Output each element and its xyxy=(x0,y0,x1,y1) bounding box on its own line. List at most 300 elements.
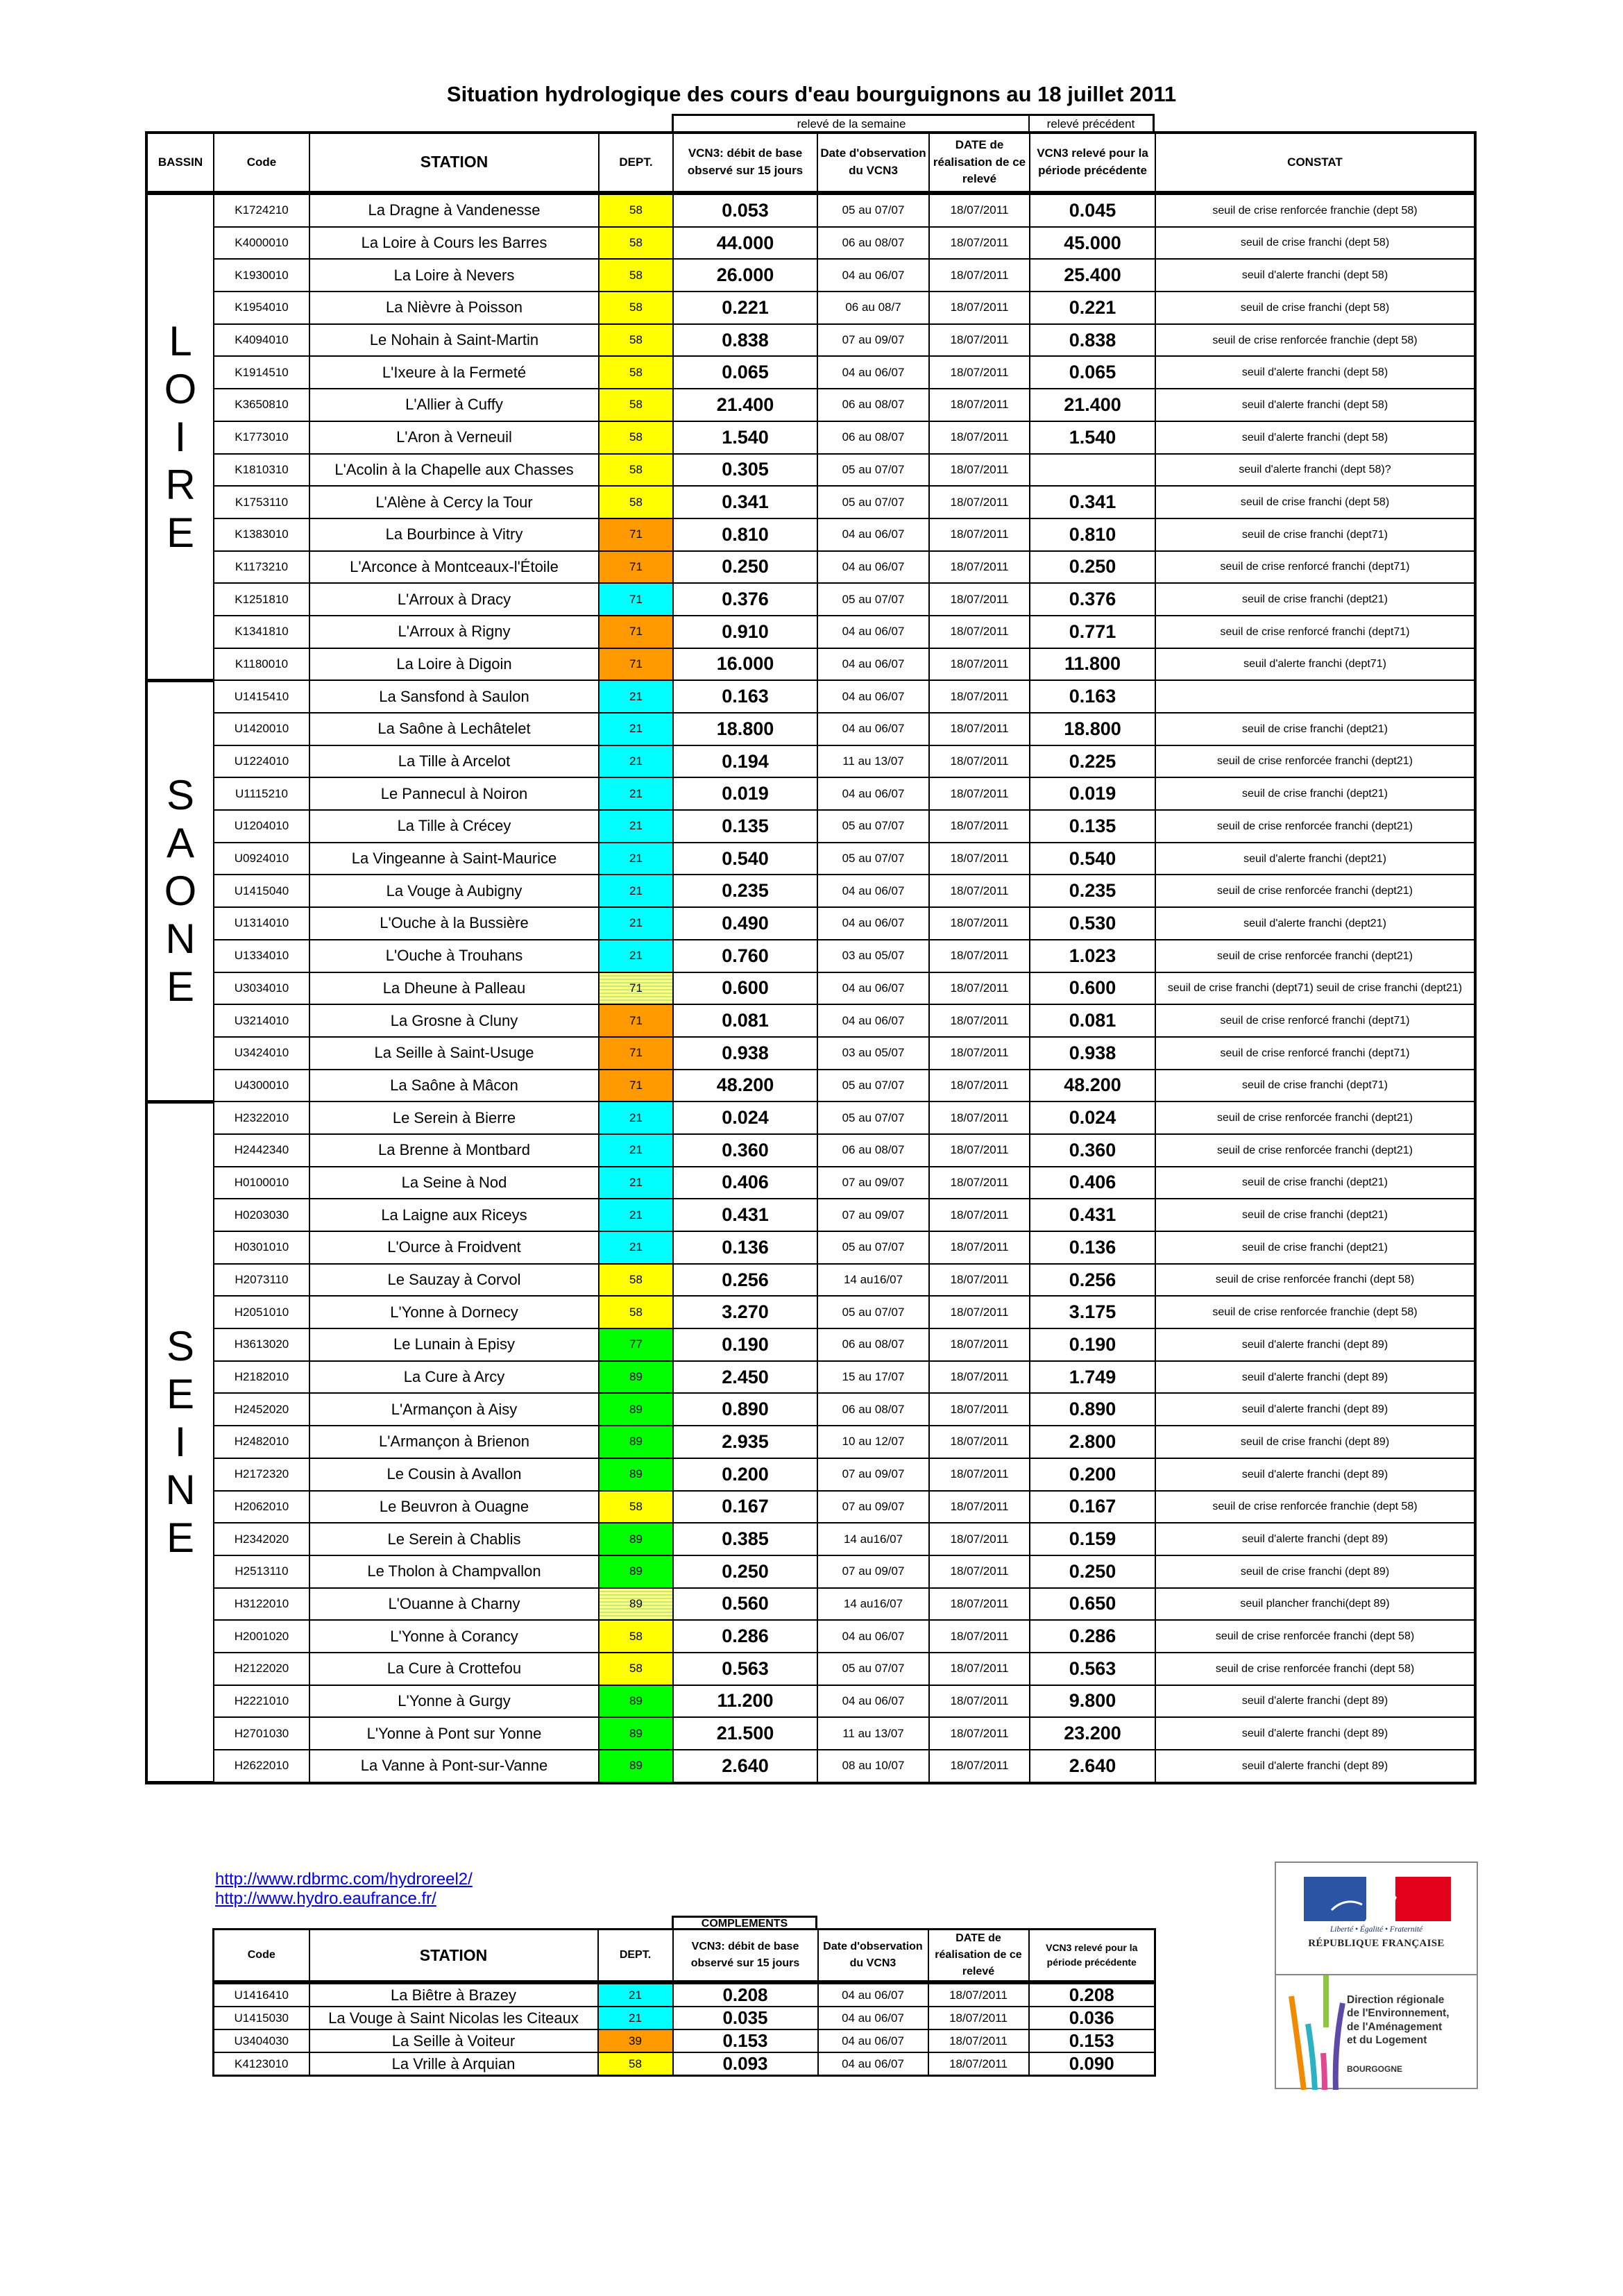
observation-date: 04 au 06/07 xyxy=(817,1004,929,1037)
vcn3-value: 0.540 xyxy=(673,843,817,875)
dept-badge: 58 xyxy=(599,292,673,324)
previous-vcn3-value: 1.749 xyxy=(1030,1361,1155,1394)
station-name: Le Cousin à Avallon xyxy=(309,1458,599,1491)
dept-badge: 71 xyxy=(599,583,673,616)
header-bassin: BASSIN xyxy=(146,133,214,193)
marianne-flag-icon xyxy=(1304,1877,1451,1921)
constat-text: seuil plancher franchi(dept 89) xyxy=(1155,1588,1475,1621)
table-row xyxy=(146,1685,1475,1718)
vcn3-value: 0.163 xyxy=(673,680,817,713)
dept-badge: 21 xyxy=(598,2007,673,2029)
station-name: L'Yonne à Corancy xyxy=(309,1620,599,1653)
logo-motto: Liberté • Égalité • Fraternité xyxy=(1329,1925,1423,1934)
vcn3-value: 16.000 xyxy=(673,648,817,681)
observation-date: 11 au 13/07 xyxy=(817,1717,929,1750)
table-row xyxy=(146,1555,1475,1588)
station-code: U3404030 xyxy=(214,2029,309,2052)
table-row xyxy=(146,713,1475,745)
previous-vcn3-value: 0.250 xyxy=(1030,551,1155,584)
vcn3-value: 2.450 xyxy=(673,1361,817,1394)
release-date: 18/07/2011 xyxy=(929,1037,1030,1070)
table-row xyxy=(146,1231,1475,1264)
release-date: 18/07/2011 xyxy=(929,193,1030,227)
station-code: H2701030 xyxy=(214,1717,309,1750)
station-code: U3214010 xyxy=(214,1004,309,1037)
release-date: 18/07/2011 xyxy=(929,1361,1030,1394)
station-code: K1954010 xyxy=(214,292,309,324)
station-code: K4123010 xyxy=(214,2052,309,2076)
previous-vcn3-value: 0.019 xyxy=(1030,777,1155,810)
table-row xyxy=(146,907,1475,940)
dept-badge: 71 xyxy=(599,648,673,681)
previous-vcn3-value: 2.800 xyxy=(1030,1426,1155,1458)
vcn3-value: 0.890 xyxy=(673,1393,817,1426)
observation-date: 05 au 07/07 xyxy=(817,1070,929,1102)
constat-text: seuil de crise renforcé franchi (dept71) xyxy=(1155,551,1475,584)
super-header-previous: relevé précédent xyxy=(1028,114,1155,132)
link-hydro-eaufrance[interactable]: http://www.hydro.eaufrance.fr/ xyxy=(215,1889,436,1908)
constat-text: seuil de crise renforcé franchi (dept71) xyxy=(1155,616,1475,648)
previous-vcn3-value: 0.360 xyxy=(1030,1134,1155,1167)
previous-vcn3-value: 0.045 xyxy=(1030,193,1155,227)
dept-badge: 58 xyxy=(599,486,673,518)
previous-vcn3-value: 0.081 xyxy=(1030,1004,1155,1037)
release-date: 18/07/2011 xyxy=(929,292,1030,324)
basin-label: L O I R E xyxy=(146,193,214,680)
dept-badge: 21 xyxy=(599,680,673,713)
table-row xyxy=(146,454,1475,487)
station-code: U1115210 xyxy=(214,777,309,810)
dept-badge: 21 xyxy=(599,810,673,843)
dept-badge: 89 xyxy=(599,1361,673,1394)
vcn3-value: 0.360 xyxy=(673,1134,817,1167)
previous-vcn3-value: 0.530 xyxy=(1030,907,1155,940)
observation-date: 04 au 06/07 xyxy=(818,2052,928,2076)
station-code: H2221010 xyxy=(214,1685,309,1718)
constat-text: seuil de crise franchi (dept21) xyxy=(1155,1167,1475,1199)
table-row xyxy=(146,1004,1475,1037)
observation-date: 05 au 07/07 xyxy=(817,193,929,227)
vcn3-value: 0.250 xyxy=(673,551,817,584)
observation-date: 04 au 06/07 xyxy=(817,875,929,907)
station-code: U0924010 xyxy=(214,843,309,875)
previous-vcn3-value: 0.938 xyxy=(1030,1037,1155,1070)
previous-vcn3-value: 0.650 xyxy=(1030,1588,1155,1621)
vcn3-value: 0.305 xyxy=(673,454,817,487)
constat-text: seuil d'alerte franchi (dept 58)? xyxy=(1155,454,1475,487)
release-date: 18/07/2011 xyxy=(929,1750,1030,1783)
station-code: H2442340 xyxy=(214,1134,309,1167)
previous-vcn3-value: 0.890 xyxy=(1030,1393,1155,1426)
dept-badge: 58 xyxy=(599,1653,673,1685)
station-name: Le Sauzay à Corvol xyxy=(309,1264,599,1297)
station-code: H2073110 xyxy=(214,1264,309,1297)
station-name: L'Alène à Cercy la Tour xyxy=(309,486,599,518)
station-code: H2172320 xyxy=(214,1458,309,1491)
dept-badge: 89 xyxy=(599,1717,673,1750)
station-name: La Tille à Arcelot xyxy=(309,745,599,778)
observation-date: 04 au 06/07 xyxy=(818,1982,928,2007)
table-row xyxy=(146,1264,1475,1297)
previous-vcn3-value: 0.135 xyxy=(1030,810,1155,843)
previous-vcn3-value: 18.800 xyxy=(1030,713,1155,745)
vcn3-value: 48.200 xyxy=(673,1070,817,1102)
table-row xyxy=(146,972,1475,1005)
station-name: La Tille à Crécey xyxy=(309,810,599,843)
vcn3-value: 1.540 xyxy=(673,421,817,454)
table-row xyxy=(146,1037,1475,1070)
station-name: L'Armançon à Brienon xyxy=(309,1426,599,1458)
dept-badge: 58 xyxy=(599,259,673,292)
constat-text: seuil de crise renforcée franchi (dept21) xyxy=(1155,745,1475,778)
previous-vcn3-value: 0.431 xyxy=(1030,1199,1155,1231)
previous-vcn3-value: 0.167 xyxy=(1030,1491,1155,1523)
release-date: 18/07/2011 xyxy=(929,1458,1030,1491)
release-date: 18/07/2011 xyxy=(929,259,1030,292)
previous-vcn3-value: 0.600 xyxy=(1030,972,1155,1005)
observation-date: 07 au 09/07 xyxy=(817,1555,929,1588)
station-name: La Sansfond à Saulon xyxy=(309,680,599,713)
dept-badge: 71 xyxy=(599,518,673,551)
comp-header-station: STATION xyxy=(309,1930,598,1983)
station-code: U1416410 xyxy=(214,1982,309,2007)
station-name: L'Arroux à Rigny xyxy=(309,616,599,648)
observation-date: 05 au 07/07 xyxy=(817,1653,929,1685)
table-row xyxy=(146,1070,1475,1102)
header-dept: DEPT. xyxy=(599,133,673,193)
dept-badge: 58 xyxy=(599,193,673,227)
table-row xyxy=(146,1523,1475,1555)
table-row xyxy=(146,1491,1475,1523)
station-code: U1415410 xyxy=(214,680,309,713)
release-date: 18/07/2011 xyxy=(928,1982,1029,2007)
table-row xyxy=(146,1426,1475,1458)
observation-date: 04 au 06/07 xyxy=(817,1685,929,1718)
complement-row xyxy=(214,1982,1155,2007)
dept-badge: 89 xyxy=(599,1685,673,1718)
release-date: 18/07/2011 xyxy=(929,1264,1030,1297)
constat-text: seuil d'alerte franchi (dept 89) xyxy=(1155,1685,1475,1718)
table-row xyxy=(146,259,1475,292)
dept-badge: 58 xyxy=(599,1264,673,1297)
observation-date: 03 au 05/07 xyxy=(817,1037,929,1070)
station-code: K1383010 xyxy=(214,518,309,551)
release-date: 18/07/2011 xyxy=(929,1523,1030,1555)
station-name: La Laigne aux Riceys xyxy=(309,1199,599,1231)
release-date: 18/07/2011 xyxy=(929,1328,1030,1361)
table-row xyxy=(146,1717,1475,1750)
table-row xyxy=(146,389,1475,421)
constat-text: seuil d'alerte franchi (dept 58) xyxy=(1155,259,1475,292)
dept-badge: 71 xyxy=(599,1037,673,1070)
table-row xyxy=(146,421,1475,454)
constat-text: seuil de crise renforcée franchi (dept21) xyxy=(1155,1134,1475,1167)
station-name: Le Lunain à Episy xyxy=(309,1328,599,1361)
station-code: H3613020 xyxy=(214,1328,309,1361)
release-date: 18/07/2011 xyxy=(929,616,1030,648)
station-name: L'Armançon à Aisy xyxy=(309,1393,599,1426)
previous-vcn3-value: 0.376 xyxy=(1030,583,1155,616)
dept-badge: 77 xyxy=(599,1328,673,1361)
observation-date: 05 au 07/07 xyxy=(817,843,929,875)
table-row xyxy=(146,1588,1475,1621)
constat-text: seuil d'alerte franchi (dept 58) xyxy=(1155,389,1475,421)
constat-text: seuil de crise franchi (dept21) xyxy=(1155,713,1475,745)
table-row xyxy=(146,875,1475,907)
release-date: 18/07/2011 xyxy=(929,1199,1030,1231)
logo-dreal-line: de l'Environnement, xyxy=(1347,2007,1450,2020)
release-date: 18/07/2011 xyxy=(929,1426,1030,1458)
station-name: Le Tholon à Champvallon xyxy=(309,1555,599,1588)
dept-badge: 58 xyxy=(599,1620,673,1653)
vcn3-value: 0.208 xyxy=(673,1982,818,2007)
station-code: K1251810 xyxy=(214,583,309,616)
observation-date: 04 au 06/07 xyxy=(817,680,929,713)
station-name: La Dheune à Palleau xyxy=(309,972,599,1005)
dept-badge: 21 xyxy=(599,777,673,810)
constat-text: seuil d'alerte franchi (dept 58) xyxy=(1155,356,1475,389)
release-date: 18/07/2011 xyxy=(929,454,1030,487)
release-date: 18/07/2011 xyxy=(929,1685,1030,1718)
release-date: 18/07/2011 xyxy=(929,356,1030,389)
station-code: K1773010 xyxy=(214,421,309,454)
table-row xyxy=(146,940,1475,972)
dreal-stripes-icon xyxy=(1283,1975,1345,2090)
release-date: 18/07/2011 xyxy=(928,2007,1029,2029)
observation-date: 14 au16/07 xyxy=(817,1588,929,1621)
station-name: L'Ouche à la Bussière xyxy=(309,907,599,940)
previous-vcn3-value: 0.153 xyxy=(1029,2029,1155,2052)
observation-date: 04 au 06/07 xyxy=(817,1620,929,1653)
station-name: L'Arconce à Montceaux-l'Étoile xyxy=(309,551,599,584)
comp-header-code: Code xyxy=(214,1930,309,1983)
previous-vcn3-value: 23.200 xyxy=(1030,1717,1155,1750)
station-code: U1420010 xyxy=(214,713,309,745)
release-date: 18/07/2011 xyxy=(929,680,1030,713)
station-name: La Bourbince à Vitry xyxy=(309,518,599,551)
observation-date: 06 au 08/07 xyxy=(817,1134,929,1167)
constat-text: seuil de crise renforcée franchi (dept21) xyxy=(1155,1101,1475,1134)
constat-text: seuil de crise renforcé franchi (dept71) xyxy=(1155,1037,1475,1070)
table-row xyxy=(146,1296,1475,1328)
station-name: La Saône à Mâcon xyxy=(309,1070,599,1102)
header-obs-date: Date d'observation du VCN3 xyxy=(817,133,929,193)
station-name: La Seine à Nod xyxy=(309,1167,599,1199)
vcn3-value: 0.019 xyxy=(673,777,817,810)
station-code: U3034010 xyxy=(214,972,309,1005)
vcn3-value: 0.560 xyxy=(673,1588,817,1621)
table-row xyxy=(146,356,1475,389)
table-row xyxy=(146,810,1475,843)
previous-vcn3-value: 0.200 xyxy=(1030,1458,1155,1491)
dept-badge: 89 xyxy=(599,1426,673,1458)
table-row xyxy=(146,486,1475,518)
release-date: 18/07/2011 xyxy=(929,1393,1030,1426)
dept-badge: 21 xyxy=(599,1101,673,1134)
previous-vcn3-value: 0.221 xyxy=(1030,292,1155,324)
dept-badge: 21 xyxy=(599,1134,673,1167)
table-row xyxy=(146,1750,1475,1783)
constat-text: seuil d'alerte franchi (dept 89) xyxy=(1155,1717,1475,1750)
vcn3-value: 21.400 xyxy=(673,389,817,421)
station-name: La Loire à Digoin xyxy=(309,648,599,681)
observation-date: 04 au 06/07 xyxy=(818,2029,928,2052)
station-code: K1341810 xyxy=(214,616,309,648)
previous-vcn3-value: 11.800 xyxy=(1030,648,1155,681)
station-name: Le Serein à Bierre xyxy=(309,1101,599,1134)
constat-text: seuil de crise franchi (dept 89) xyxy=(1155,1555,1475,1588)
vcn3-value: 0.810 xyxy=(673,518,817,551)
observation-date: 06 au 08/7 xyxy=(817,292,929,324)
observation-date: 05 au 07/07 xyxy=(817,454,929,487)
dept-badge: 21 xyxy=(599,1199,673,1231)
dept-badge: 58 xyxy=(599,1296,673,1328)
previous-vcn3-value: 0.225 xyxy=(1030,745,1155,778)
station-name: L'Ouanne à Charny xyxy=(309,1588,599,1621)
observation-date: 04 au 06/07 xyxy=(817,972,929,1005)
dept-badge: 58 xyxy=(599,389,673,421)
release-date: 18/07/2011 xyxy=(929,227,1030,260)
station-code: U3424010 xyxy=(214,1037,309,1070)
vcn3-value: 0.250 xyxy=(673,1555,817,1588)
constat-text: seuil d'alerte franchi (dept21) xyxy=(1155,843,1475,875)
hydrology-table xyxy=(145,131,1477,1784)
constat-text: seuil d'alerte franchi (dept71) xyxy=(1155,648,1475,681)
logo-republic: RÉPUBLIQUE FRANÇAISE xyxy=(1308,1938,1445,1949)
constat-text: seuil de crise franchi (dept21) xyxy=(1155,583,1475,616)
observation-date: 04 au 06/07 xyxy=(817,551,929,584)
super-header-week: relevé de la semaine xyxy=(672,114,1030,132)
dept-badge: 21 xyxy=(599,843,673,875)
table-row xyxy=(146,1458,1475,1491)
dept-badge: 89 xyxy=(599,1588,673,1621)
observation-date: 14 au16/07 xyxy=(817,1523,929,1555)
station-name: La Vouge à Saint Nicolas les Citeaux xyxy=(309,2007,598,2029)
release-date: 18/07/2011 xyxy=(929,324,1030,357)
release-date: 18/07/2011 xyxy=(929,1101,1030,1134)
previous-vcn3-value: 0.286 xyxy=(1030,1620,1155,1653)
previous-vcn3-value: 0.036 xyxy=(1029,2007,1155,2029)
vcn3-value: 0.235 xyxy=(673,875,817,907)
vcn3-value: 0.190 xyxy=(673,1328,817,1361)
release-date: 18/07/2011 xyxy=(929,583,1030,616)
previous-vcn3-value: 0.163 xyxy=(1030,680,1155,713)
table-row xyxy=(146,745,1475,778)
page-title: Situation hydrologique des cours d'eau bourguignons au 18 juillet 2011 xyxy=(446,82,1177,106)
release-date: 18/07/2011 xyxy=(929,1004,1030,1037)
constat-text: seuil de crise franchi (dept71) seuil de crise franchi (dept21) xyxy=(1155,972,1475,1005)
release-date: 18/07/2011 xyxy=(929,389,1030,421)
vcn3-value: 0.035 xyxy=(673,2007,818,2029)
station-name: L'Aron à Verneuil xyxy=(309,421,599,454)
station-code: H2051010 xyxy=(214,1296,309,1328)
release-date: 18/07/2011 xyxy=(929,1070,1030,1102)
station-name: La Seille à Saint-Usuge xyxy=(309,1037,599,1070)
dept-badge: 71 xyxy=(599,616,673,648)
previous-vcn3-value: 0.024 xyxy=(1030,1101,1155,1134)
table-row xyxy=(146,551,1475,584)
previous-vcn3-value xyxy=(1030,454,1155,487)
table-row xyxy=(146,616,1475,648)
station-code: K4000010 xyxy=(214,227,309,260)
complement-row xyxy=(214,2052,1155,2076)
vcn3-value: 0.221 xyxy=(673,292,817,324)
release-date: 18/07/2011 xyxy=(929,972,1030,1005)
release-date: 18/07/2011 xyxy=(929,1296,1030,1328)
vcn3-value: 0.563 xyxy=(673,1653,817,1685)
station-code: H0100010 xyxy=(214,1167,309,1199)
vcn3-value: 11.200 xyxy=(673,1685,817,1718)
observation-date: 04 au 06/07 xyxy=(818,2007,928,2029)
constat-text: seuil de crise renforcée franchi (dept21) xyxy=(1155,810,1475,843)
vcn3-value: 0.385 xyxy=(673,1523,817,1555)
constat-text: seuil de crise franchi (dept 89) xyxy=(1155,1426,1475,1458)
release-date: 18/07/2011 xyxy=(929,1555,1030,1588)
station-code: K1724210 xyxy=(214,193,309,227)
previous-vcn3-value: 0.235 xyxy=(1030,875,1155,907)
constat-text: seuil de crise renforcé franchi (dept71) xyxy=(1155,1004,1475,1037)
previous-vcn3-value: 9.800 xyxy=(1030,1685,1155,1718)
constat-text: seuil de crise franchi (dept 58) xyxy=(1155,486,1475,518)
vcn3-value: 0.431 xyxy=(673,1199,817,1231)
observation-date: 11 au 13/07 xyxy=(817,745,929,778)
vcn3-value: 2.935 xyxy=(673,1426,817,1458)
dept-badge: 58 xyxy=(599,227,673,260)
previous-vcn3-value: 0.190 xyxy=(1030,1328,1155,1361)
previous-vcn3-value: 3.175 xyxy=(1030,1296,1155,1328)
station-name: L'Allier à Cuffy xyxy=(309,389,599,421)
vcn3-value: 0.760 xyxy=(673,940,817,972)
complement-row xyxy=(214,2029,1155,2052)
table-row xyxy=(146,193,1475,227)
logo-dreal-line: de l'Aménagement xyxy=(1347,2020,1443,2033)
dept-badge: 21 xyxy=(598,1982,673,2007)
constat-text: seuil de crise renforcée franchie (dept 58) xyxy=(1155,1491,1475,1523)
station-code: H2322010 xyxy=(214,1101,309,1134)
station-code: H2122020 xyxy=(214,1653,309,1685)
table-row xyxy=(146,1167,1475,1199)
dept-badge: 89 xyxy=(599,1458,673,1491)
station-name: La Vrille à Arquian xyxy=(309,2052,598,2076)
previous-vcn3-value: 1.540 xyxy=(1030,421,1155,454)
table-row xyxy=(146,1361,1475,1394)
header-station: STATION xyxy=(309,133,599,193)
constat-text: seuil de crise renforcée franchie (dept 58) xyxy=(1155,1296,1475,1328)
release-date: 18/07/2011 xyxy=(929,843,1030,875)
previous-vcn3-value: 0.341 xyxy=(1030,486,1155,518)
observation-date: 15 au 17/07 xyxy=(817,1361,929,1394)
vcn3-value: 0.194 xyxy=(673,745,817,778)
constat-text: seuil de crise renforcée franchi (dept 58) xyxy=(1155,1620,1475,1653)
station-name: L'Ouche à Trouhans xyxy=(309,940,599,972)
observation-date: 06 au 08/07 xyxy=(817,389,929,421)
constat-text: seuil de crise franchi (dept71) xyxy=(1155,1070,1475,1102)
vcn3-value: 0.406 xyxy=(673,1167,817,1199)
release-date: 18/07/2011 xyxy=(929,1717,1030,1750)
release-date: 18/07/2011 xyxy=(929,875,1030,907)
header-code: Code xyxy=(214,133,309,193)
release-date: 18/07/2011 xyxy=(928,2029,1029,2052)
dept-badge: 21 xyxy=(599,1167,673,1199)
observation-date: 04 au 06/07 xyxy=(817,907,929,940)
comp-header-obs-date: Date d'observation du VCN3 xyxy=(818,1930,928,1983)
basin-label: S A O N E xyxy=(146,680,214,1101)
table-row xyxy=(146,1134,1475,1167)
constat-text: seuil d'alerte franchi (dept 89) xyxy=(1155,1458,1475,1491)
link-rdbrmc[interactable]: http://www.rdbrmc.com/hydroreel2/ xyxy=(215,1870,473,1889)
table-row xyxy=(146,583,1475,616)
constat-text: seuil de crise franchi (dept21) xyxy=(1155,1231,1475,1264)
